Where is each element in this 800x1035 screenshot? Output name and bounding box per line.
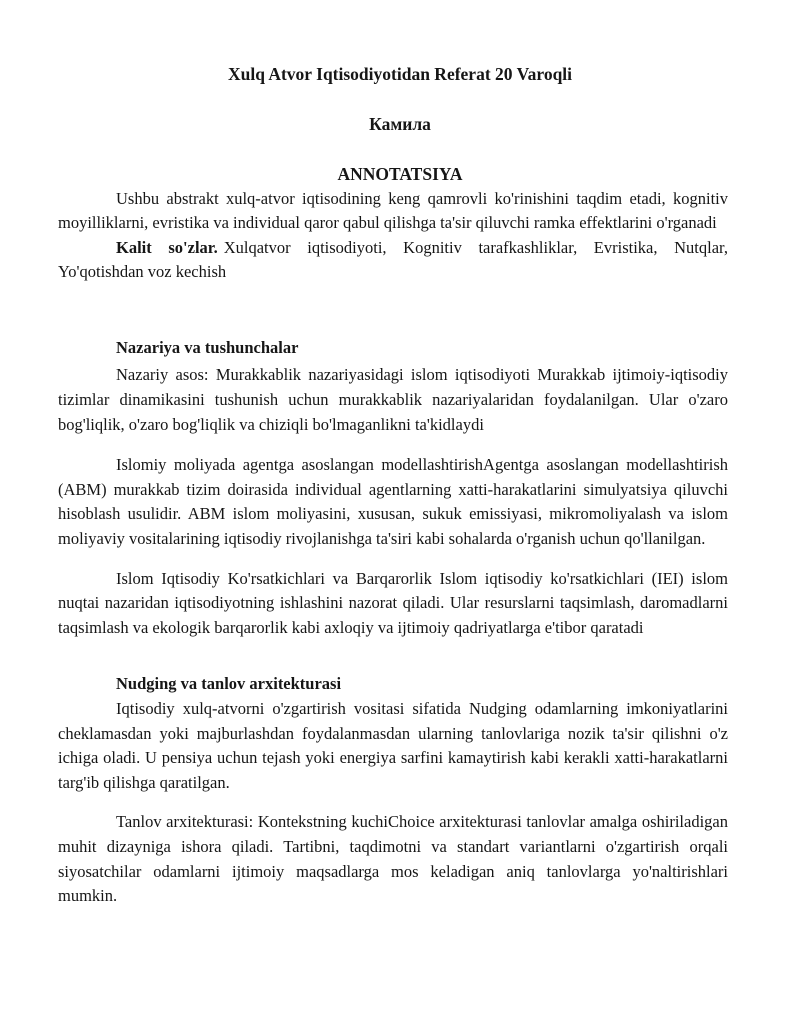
document-title: Xulq Atvor Iqtisodiyotidan Referat 20 Varoqli (227, 64, 573, 84)
keywords-text: Xulqatvor iqtisodiyoti, Kognitiv tarafkashliklar, Evristika, Nutqlar, Yo'qotishdan voz kechish (58, 237, 728, 282)
theory-paragraph-1: Nazariy asos: Murakkablik nazariyasidagi islom iqtisodiyoti Murakkab ijtimoiy-iqtisodiy tizimlar dinamikasini tushunish uchun murakkablik nazariyalaridan foydalanilgan. Ular o'zaro bog'liqlik, o'zaro bog'liqlik va chiziqli bo'lmaganlikni ta'kidlaydi (58, 365, 728, 434)
annotation-abstract-paragraph: Ushbu abstrakt xulq-atvor iqtisodining keng qamrovli ko'rinishini taqdim etadi, kognitiv moyilliklarni, evristika va individual qaror qabul qilishga ta'sir qiluvchi ramka effektlarini o'rganadi (58, 188, 728, 233)
section-heading-nudging: Nudging va tanlov arxitekturasi (116, 674, 342, 694)
keywords-label: Kalit so'zlar. (116, 237, 218, 257)
theory-paragraph-3: Islom Iqtisodiy Ko'rsatkichlari va Barqarorlik Islom iqtisodiy ko'rsatkichlari (IEI) islom nuqtai nazaridan iqtisodiyotning ishlashini nazorat qiladi. Ular resurslarni taqsimlash, daromadlarni taqsimlash va ekologik barqarorlik kabi axloqiy va ijtimoiy qadriyatlarga e'tibor qaratadi (58, 568, 728, 637)
nudging-paragraph-2: Tanlov arxitekturasi: Kontekstning kuchiChoice arxitekturasi tanlovlar amalga oshiriladigan muhit dizayniga ishora qiladi. Tartibni, taqdimotni va standart variantlarni o'zgartirish orqali siyosatchilar odamlarni ijtimoiy maqsadlarga mos keladigan aniq tanlovlarga yo'naltirishlari mumkin. (58, 812, 728, 906)
keywords-paragraph (58, 236, 728, 285)
section-heading-theory: Nazariya va tushunchalar (116, 337, 299, 357)
annotation-heading: ANNOTATSIYA (337, 164, 463, 184)
theory-paragraph-2: Islomiy moliyada agentga asoslangan modellashtirishAgentga asoslangan modellashtirish (ABM) murakkab tizim doirasida individual agentlarning xatti-harakatlarini simulyatsiya qiluvchi hisoblash usulidir. ABM islom moliyasini, xususan, sukuk emissiyasi, mikromoliyalash va islom moliyaviy vositalarining iqtisodiy rivojlanishga ta'siri kabi sohalarda o'rganish uchun qo'llanilgan. (58, 455, 728, 549)
nudging-paragraph-1: Iqtisodiy xulq-atvorni o'zgartirish vositasi sifatida Nudging odamlarning imkoniyatlarini cheklamasdan yoki majburlashdan foydalanmasdan ularning tanlovlariga nozik ta'sir qilishni o'z ichiga oladi. U pensiya uchun tejash yoki energiya sarfini kamaytirish kabi kerakli xatti-harakatlarni targ'ib qilishga qaratilgan. (58, 699, 728, 792)
document-author: Камила (369, 113, 431, 134)
